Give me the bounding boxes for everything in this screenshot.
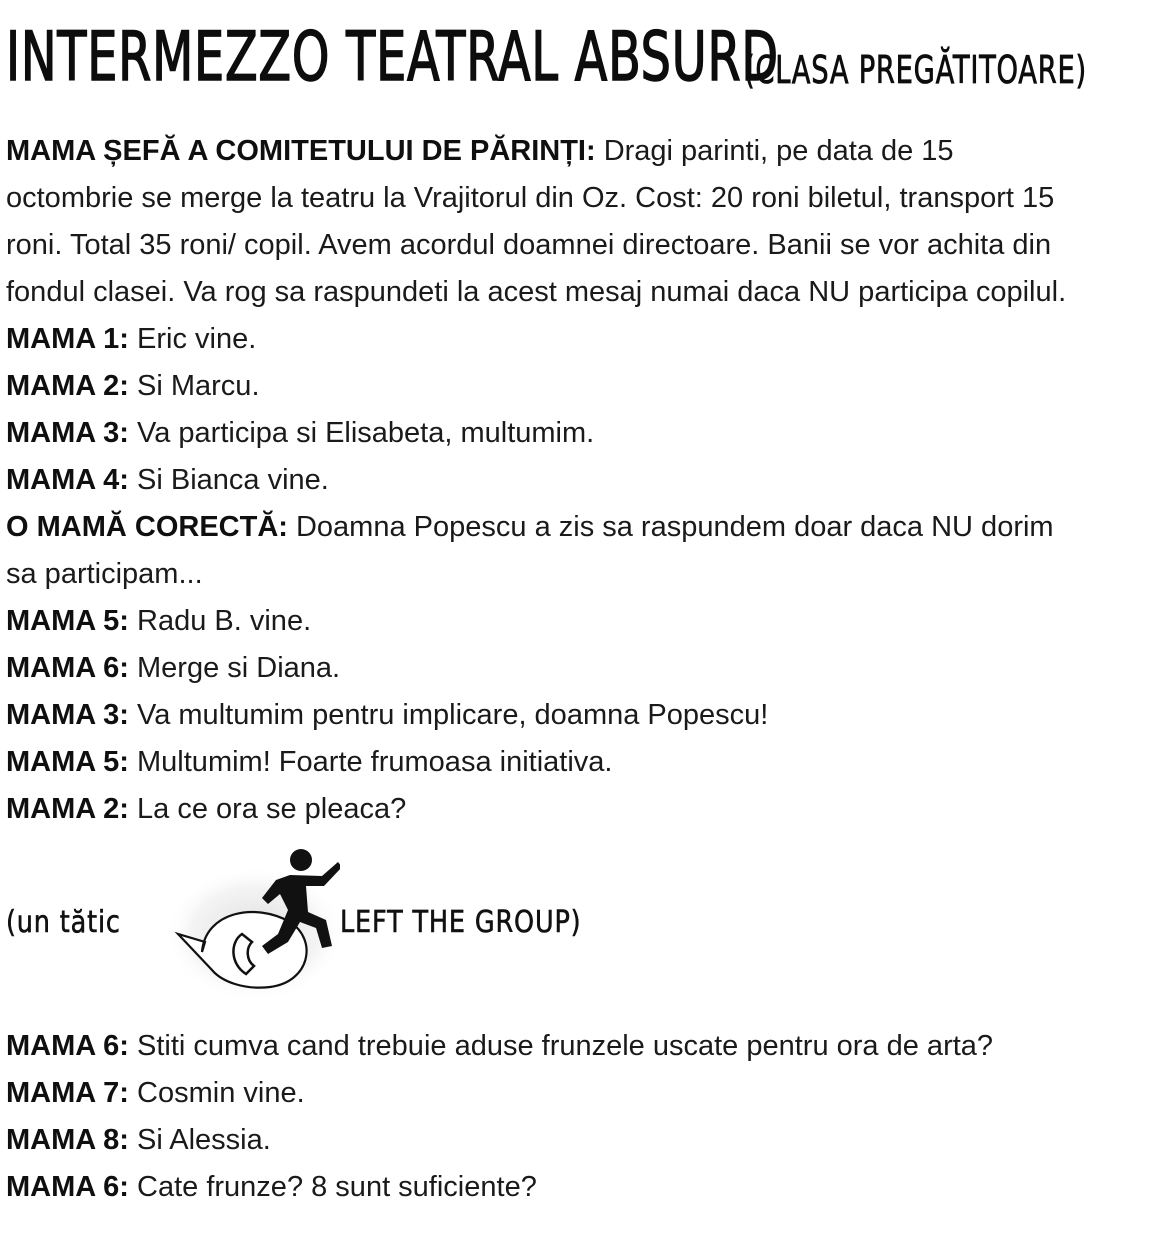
dialogue-text: octombrie se merge la teatru la Vrajitorul din Oz. Cost: 20 roni biletul, transport 15 bbox=[6, 182, 1055, 214]
speaker-name: O MAMĂ CORECTĂ: bbox=[6, 511, 288, 543]
speaker-name: MAMA 6: bbox=[6, 1171, 129, 1203]
dialogue-line bbox=[6, 457, 1160, 504]
dialogue-block-2 bbox=[6, 1023, 1160, 1211]
dialogue-line bbox=[6, 598, 1160, 645]
dialogue-text: La ce ora se pleaca? bbox=[128, 793, 407, 825]
dialogue-text: fondul clasei. Va rog sa raspundeti la acest mesaj numai daca NU participa copilul. bbox=[6, 276, 1067, 308]
dialogue-text: Si Bianca vine. bbox=[128, 464, 329, 496]
dialogue-block bbox=[6, 128, 1160, 833]
dialogue-line bbox=[6, 1070, 1160, 1117]
dialogue-text: Si Alessia. bbox=[128, 1124, 271, 1156]
dialogue-text: Radu B. vine. bbox=[128, 605, 312, 637]
dialogue-text: Cosmin vine. bbox=[128, 1077, 305, 1109]
dialogue-line bbox=[6, 504, 1160, 551]
left-group-suffix: LEFT THE GROUP) bbox=[340, 905, 582, 940]
speaker-name: MAMA 3: bbox=[6, 699, 129, 731]
speaker-name: MAMA 6: bbox=[6, 652, 129, 684]
dialogue-line bbox=[6, 269, 1160, 316]
dialogue-line bbox=[6, 551, 1160, 598]
dialogue-text: Merge si Diana. bbox=[128, 652, 341, 684]
dialogue-line bbox=[6, 222, 1160, 269]
dialogue-text: Va participa si Elisabeta, multumim. bbox=[128, 417, 595, 449]
dialogue-line bbox=[6, 410, 1160, 457]
dialogue-text: Dragi parinti, pe data de 15 bbox=[595, 135, 954, 167]
speaker-name: MAMA ȘEFĂ A COMITETULUI DE PĂRINȚI: bbox=[6, 135, 596, 167]
title-subtitle: (CLASA PREGĂTITOARE) bbox=[744, 48, 1087, 92]
dialogue-line bbox=[6, 692, 1160, 739]
dialogue-text: Si Marcu. bbox=[128, 370, 260, 402]
page-title bbox=[6, 18, 1156, 98]
dialogue-line bbox=[6, 786, 1160, 833]
speaker-name: MAMA 1: bbox=[6, 323, 129, 355]
dialogue-text: Va multumim pentru implicare, doamna Popescu! bbox=[128, 699, 769, 731]
dialogue-text: Cate frunze? 8 sunt suficiente? bbox=[128, 1171, 537, 1203]
dialogue-text: Doamna Popescu a zis sa raspundem doar daca NU dorim bbox=[287, 511, 1054, 543]
dialogue-text: Multumim! Foarte frumoasa initiativa. bbox=[128, 746, 613, 778]
speaker-name: MAMA 7: bbox=[6, 1077, 129, 1109]
title-main: INTERMEZZO TEATRAL ABSURD bbox=[6, 18, 779, 97]
left-group-notice bbox=[0, 842, 600, 1002]
dialogue-text: roni. Total 35 roni/ copil. Avem acordul doamnei directoare. Banii se vor achita din bbox=[6, 229, 1052, 261]
dialogue-line bbox=[6, 1117, 1160, 1164]
person-leaving-chat-icon bbox=[150, 842, 340, 1002]
dialogue-line bbox=[6, 1023, 1160, 1070]
dialogue-line bbox=[6, 363, 1160, 410]
left-group-prefix: (un tătic bbox=[6, 905, 121, 940]
speaker-name: MAMA 5: bbox=[6, 605, 129, 637]
speaker-name: MAMA 2: bbox=[6, 370, 129, 402]
speaker-name: MAMA 4: bbox=[6, 464, 129, 496]
dialogue-line bbox=[6, 175, 1160, 222]
speaker-name: MAMA 3: bbox=[6, 417, 129, 449]
speaker-name: MAMA 6: bbox=[6, 1030, 129, 1062]
speaker-name: MAMA 8: bbox=[6, 1124, 129, 1156]
dialogue-line bbox=[6, 645, 1160, 692]
dialogue-line bbox=[6, 316, 1160, 363]
dialogue-text: Eric vine. bbox=[128, 323, 257, 355]
speaker-name: MAMA 2: bbox=[6, 793, 129, 825]
dialogue-text: sa participam... bbox=[6, 558, 203, 590]
dialogue-line bbox=[6, 1164, 1160, 1211]
dialogue-line bbox=[6, 128, 1160, 175]
dialogue-text: Stiti cumva cand trebuie aduse frunzele uscate pentru ora de arta? bbox=[128, 1030, 994, 1062]
speaker-name: MAMA 5: bbox=[6, 746, 129, 778]
dialogue-line bbox=[6, 739, 1160, 786]
